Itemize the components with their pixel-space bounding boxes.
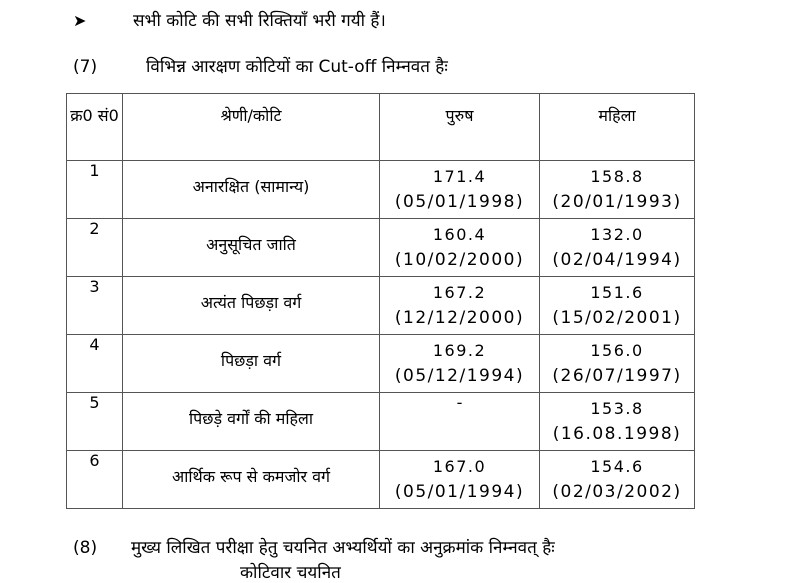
table-row bbox=[67, 161, 695, 219]
table-header-row bbox=[67, 94, 695, 161]
category-cell: पिछड़ा वर्ग bbox=[123, 335, 380, 393]
serial-cell: 6 bbox=[67, 451, 123, 509]
male-score: 171.4 bbox=[432, 167, 487, 186]
female-date: (02/03/2002) bbox=[552, 482, 682, 502]
header-male: पुरुष bbox=[380, 94, 540, 161]
female-score: 156.0 bbox=[590, 341, 644, 360]
category-cell: आर्थिक रूप से कमजोर वर्ग bbox=[123, 451, 380, 509]
serial-cell: 5 bbox=[67, 393, 123, 451]
male-score: 167.2 bbox=[432, 283, 487, 302]
table-row bbox=[67, 451, 695, 509]
female-date: (15/02/2001) bbox=[552, 308, 682, 328]
table-row bbox=[67, 335, 695, 393]
female-cell bbox=[540, 219, 695, 277]
female-cell bbox=[540, 161, 695, 219]
female-score: 158.8 bbox=[590, 167, 644, 186]
category-cell: अनारक्षित (सामान्य) bbox=[123, 161, 380, 219]
female-score: 153.8 bbox=[590, 399, 644, 418]
male-cell bbox=[380, 393, 540, 451]
table-row bbox=[67, 277, 695, 335]
partial-next-line: कोटिवार चयनित bbox=[240, 563, 341, 583]
female-date: (26/07/1997) bbox=[552, 366, 682, 386]
female-date: (20/01/1993) bbox=[552, 192, 682, 212]
female-cell bbox=[540, 335, 695, 393]
male-cell bbox=[380, 451, 540, 509]
male-date: (12/12/2000) bbox=[394, 308, 525, 328]
male-date: (05/12/1994) bbox=[394, 366, 525, 386]
male-cell bbox=[380, 277, 540, 335]
table-row bbox=[67, 219, 695, 277]
male-date: (10/02/2000) bbox=[394, 250, 525, 270]
serial-cell: 4 bbox=[67, 335, 123, 393]
male-date: (05/01/1994) bbox=[394, 482, 525, 502]
female-date: (02/04/1994) bbox=[552, 250, 682, 270]
cutoff-table bbox=[66, 93, 695, 509]
female-score: 151.6 bbox=[590, 283, 644, 302]
section-8-heading bbox=[73, 535, 555, 558]
section-8-text: मुख्य लिखित परीक्षा हेतु चयनित अभ्यर्थियों का अनुक्रमांक निम्नवत् हैः bbox=[131, 538, 555, 558]
category-cell: पिछड़े वर्गों की महिला bbox=[123, 393, 380, 451]
female-cell bbox=[540, 451, 695, 509]
header-category: श्रेणी/कोटि bbox=[123, 94, 380, 161]
male-score: 160.4 bbox=[432, 225, 487, 244]
female-cell bbox=[540, 277, 695, 335]
female-score: 132.0 bbox=[590, 225, 644, 244]
table-row bbox=[67, 393, 695, 451]
section-7-text: विभिन्न आरक्षण कोटियों का Cut-off निम्नवत हैः bbox=[146, 57, 448, 77]
female-date: (16.08.1998) bbox=[552, 424, 682, 444]
female-cell bbox=[540, 393, 695, 451]
header-serial: क्र0 सं0 bbox=[67, 94, 123, 161]
section-8-number: (8) bbox=[73, 538, 98, 558]
male-cell bbox=[380, 161, 540, 219]
male-cell bbox=[380, 335, 540, 393]
male-score: 167.0 bbox=[432, 457, 487, 476]
female-score: 154.6 bbox=[590, 457, 644, 476]
serial-cell: 2 bbox=[67, 219, 123, 277]
male-cell bbox=[380, 219, 540, 277]
category-cell: अत्यंत पिछड़ा वर्ग bbox=[123, 277, 380, 335]
male-score: - bbox=[456, 393, 463, 412]
category-cell: अनुसूचित जाति bbox=[123, 219, 380, 277]
male-score: 169.2 bbox=[432, 341, 487, 360]
bullet-text: सभी कोटि की सभी रिक्तियाँ भरी गयी हैं। bbox=[133, 11, 386, 31]
header-female: महिला bbox=[540, 94, 695, 161]
serial-cell: 3 bbox=[67, 277, 123, 335]
bullet-line bbox=[73, 8, 386, 31]
serial-cell: 1 bbox=[67, 161, 123, 219]
section-7-heading bbox=[73, 54, 448, 77]
arrow-bullet-icon: ➤ bbox=[73, 11, 87, 30]
section-7-number: (7) bbox=[73, 57, 98, 77]
male-date: (05/01/1998) bbox=[394, 192, 525, 212]
